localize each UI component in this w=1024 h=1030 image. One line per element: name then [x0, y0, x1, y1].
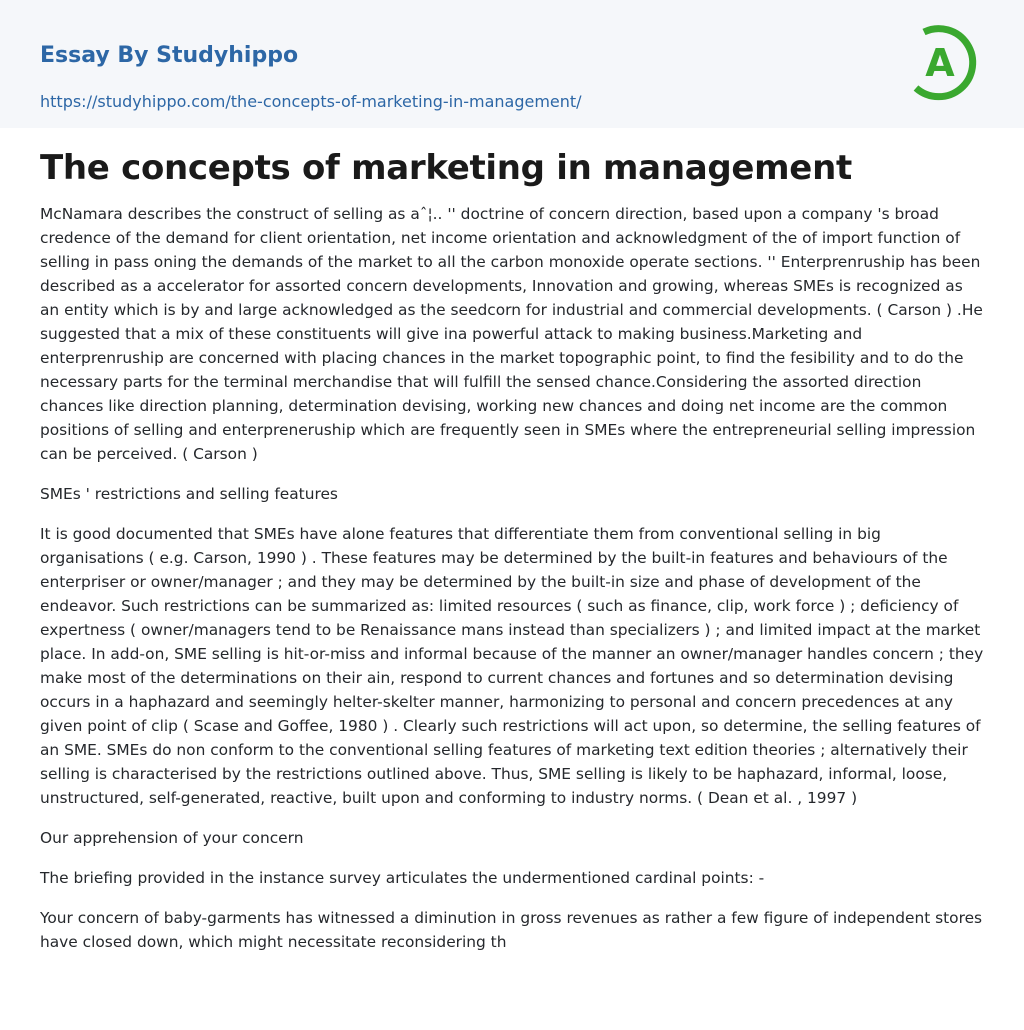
paragraph-intro: McNamara describes the construct of selling as aˆ¦.. '' doctrine of concern direction, based upon a company 's broad credence of the demand for client orientation, net income orientation and acknowledgment of the of import function of selling in pass oning the demands of the market to all the carbon monoxide operate sections. '' Enterprenruship has been described as a accelerator for assorted concern developments, Innovation and growing, whereas SMEs is recognized as an entity which is by and large acknowledged as the seedcorn for industrial and commercial developments. ( Carson ) .He suggested that a mix of these constituents will give ina powerful attack to making business.Marketing and enterprenruship are concerned with placing chances in the market topographic point, to find the fesibility and to do the necessary parts for the terminal merchandise that will fulfill the sensed chance.Considering the assorted direction chances like direction planning, determination devising, working new chances and doing net income are the common positions of selling and enterpreneruship which are frequently seen in SMEs where the entrepreneurial selling impression can be perceived. ( Carson )	[40, 205, 983, 463]
article-url-link[interactable]: https://studyhippo.com/the-concepts-of-marketing-in-management/	[40, 92, 582, 111]
studyhippo-logo-icon[interactable]	[912, 18, 986, 106]
brand-name[interactable]: Essay By Studyhippo	[40, 43, 299, 68]
article-content	[0, 146, 1024, 954]
paragraph-briefing: The briefing provided in the instance survey articulates the undermentioned cardinal points: -	[40, 869, 765, 887]
paragraph-subheading-apprehension: Our apprehension of your concern	[40, 829, 304, 847]
paragraph-restrictions: It is good documented that SMEs have alone features that differentiate them from conventional selling in big organisations ( e.g. Carson, 1990 ) . These features may be determined by the built-in features and behaviours of the enterpriser or owner/manager ; and they may be determined by the built-in size and phase of development of the endeavor. Such restrictions can be summarized as: limited resources ( such as finance, clip, work force ) ; deficiency of expertness ( owner/managers tend to be Renaissance mans instead than specializers ) ; and limited impact at the market place. In add-on, SME selling is hit-or-miss and informal because of the manner an owner/manager handles concern ; they make most of the determinations on their ain, respond to current chances and fortunes and so determination devising occurs in a haphazard and seemingly helter-skelter manner, harmonizing to personal and concern precedences at any given point of clip ( Scase and Goffee, 1980 ) . Clearly such restrictions will act upon, so determine, the selling features of an SME. SMEs do non conform to the conventional selling features of marketing text edition theories ; alternatively their selling is characterised by the restrictions outlined above. Thus, SME selling is likely to be haphazard, informal, loose, unstructured, self-generated, reactive, built upon and conforming to industry norms. ( Dean et al. , 1997 )	[40, 525, 984, 807]
paragraph-baby-garments: Your concern of baby-garments has witnessed a diminution in gross revenues as rather a few figure of independent stores have closed down, which might necessitate reconsidering th	[40, 909, 983, 951]
logo-letter: A	[925, 41, 955, 85]
site-header	[0, 0, 1024, 128]
article-title: The concepts of marketing in management	[40, 148, 852, 188]
paragraph-subheading-restrictions: SMEs ' restrictions and selling features	[40, 485, 338, 503]
